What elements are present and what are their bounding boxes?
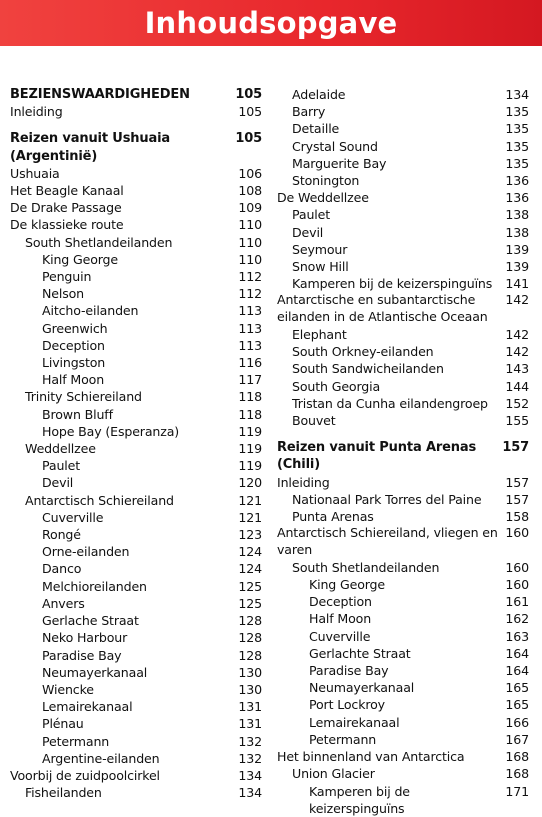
toc-entry [10, 750, 262, 767]
toc-entry-page: 119 [238, 423, 262, 439]
toc-entry-title: King George [309, 577, 385, 593]
toc-entry-title: Antarctisch Schiereiland [25, 492, 174, 508]
toc-entry [10, 543, 262, 560]
toc-entry-title: Paradise Bay [309, 663, 389, 679]
toc-entry-page: 118 [238, 406, 262, 422]
toc-entry-title: South Georgia [292, 378, 381, 394]
toc-entry [277, 439, 529, 473]
toc-entry-title: Nationaal Park Torres del Paine [292, 491, 482, 507]
toc-entry-title: Paulet [42, 458, 81, 474]
toc-entry-title: Brown Bluff [42, 406, 113, 422]
toc-entry [10, 457, 262, 474]
toc-entry-page: 160 [505, 559, 529, 575]
toc-entry-page: 128 [238, 613, 262, 629]
toc-entry [277, 275, 529, 292]
toc-entry-page: 106 [238, 165, 262, 181]
toc-entry-page: 110 [238, 217, 262, 233]
toc-entry-title: Devil [292, 224, 324, 240]
toc-entry-page: 157 [505, 491, 529, 507]
toc-entry-page: 117 [238, 372, 262, 388]
toc-entry-page: 121 [238, 509, 262, 525]
toc-entry [277, 120, 529, 137]
toc-entry [10, 612, 262, 629]
toc-entry [10, 767, 262, 784]
toc-entry [277, 326, 529, 343]
toc-entry [277, 645, 529, 662]
toc-entry [277, 206, 529, 223]
toc-entry-title: Plénau [42, 716, 84, 732]
toc-entry [277, 395, 529, 412]
toc-entry-title: Antarctisch Schiereiland, vliegen en varen [277, 525, 498, 558]
toc-entry-page: 113 [238, 303, 262, 319]
toc-entry-title: Stonington [292, 173, 360, 189]
toc-entry-title: Deception [309, 594, 372, 610]
toc-entry-title: Voorbij de zuidpoolcirkel [10, 767, 160, 783]
toc-entry-title: Cuverville [309, 628, 371, 644]
toc-entry-page: 139 [505, 259, 529, 275]
toc-entry-page: 124 [238, 544, 262, 560]
toc-column-right [277, 86, 529, 817]
toc-entry-title: Crystal Sound [292, 138, 378, 154]
toc-entry [10, 103, 262, 120]
toc-entry [10, 302, 262, 319]
toc-entry-page: 138 [505, 224, 529, 240]
toc-entry-title: Adelaide [292, 87, 346, 102]
toc-entry-title: Reizen vanuit Ushuaia (Argentinië) [10, 131, 171, 164]
toc-entry-title: Fisheilanden [25, 785, 102, 801]
toc-entry [10, 560, 262, 577]
toc-entry [277, 292, 529, 326]
toc-entry-page: 135 [505, 104, 529, 120]
toc-entry-title: Reizen vanuit Punta Arenas (Chili) [277, 440, 477, 473]
toc-entry-page: 160 [505, 577, 529, 593]
toc-entry [10, 285, 262, 302]
toc-entry-title: Kamperen bij de keizerspinguïns [292, 276, 493, 292]
toc-entry-title: Argentine-eilanden [42, 750, 160, 766]
toc-entry [10, 165, 262, 182]
toc-entry [10, 199, 262, 216]
toc-entry-page: 105 [238, 104, 262, 120]
toc-entry-page: 113 [238, 337, 262, 353]
toc-entry [277, 138, 529, 155]
toc-entry-title: Rongé [42, 527, 81, 543]
toc-entry-page: 135 [505, 138, 529, 154]
toc-entry-title: Paulet [292, 207, 331, 223]
toc-entry-page: 142 [505, 327, 529, 343]
toc-entry-title: Cuverville [42, 509, 104, 525]
toc-entry-page: 135 [505, 155, 529, 171]
toc-entry [277, 241, 529, 258]
toc-entry [10, 337, 262, 354]
toc-entry-title: Kamperen bij de keizerspinguïns [309, 783, 410, 816]
toc-entry [10, 526, 262, 543]
toc-entry [277, 525, 529, 559]
toc-entry-title: Port Lockroy [309, 697, 385, 713]
toc-entry [277, 172, 529, 189]
toc-entry-page: 136 [505, 173, 529, 189]
toc-entry-title: Danco [42, 561, 82, 577]
toc-entry-page: 134 [505, 87, 529, 102]
toc-entry-page: 163 [505, 628, 529, 644]
toc-entry-title: Anvers [42, 595, 85, 611]
toc-entry-page: 109 [238, 200, 262, 216]
toc-entry-title: Paradise Bay [42, 647, 122, 663]
toc-entry-page: 166 [505, 714, 529, 730]
toc-entry-title: Inleiding [277, 474, 330, 490]
toc-entry-page: 124 [238, 561, 262, 577]
toc-entry-page: 132 [238, 733, 262, 749]
toc-entry [10, 664, 262, 681]
toc-entry-page: 105 [235, 87, 262, 102]
toc-entry-page: 131 [238, 699, 262, 715]
toc-entry-title: Petermann [309, 731, 377, 747]
toc-entry-title: Melchioreilanden [42, 578, 147, 594]
toc-entry-page: 130 [238, 664, 262, 680]
toc-entry-page: 119 [238, 441, 262, 457]
toc-entry-title: Barry [292, 104, 326, 120]
toc-entry-page: 112 [238, 269, 262, 285]
toc-entry-title: Greenwich [42, 320, 108, 336]
toc-entry [277, 258, 529, 275]
toc-entry-page: 123 [238, 527, 262, 543]
toc-entry-page: 143 [505, 361, 529, 377]
toc-entry [10, 578, 262, 595]
toc-entry [10, 406, 262, 423]
toc-entry-page: 120 [238, 475, 262, 491]
toc-entry-page: 131 [238, 716, 262, 732]
toc-column-left [10, 86, 262, 801]
toc-entry [10, 268, 262, 285]
toc-entry-title: Gerlachte Straat [309, 645, 411, 661]
toc-entry [277, 714, 529, 731]
toc-entry-page: 158 [505, 509, 529, 525]
toc-entry-page: 141 [505, 276, 529, 292]
toc-entry-title: Snow Hill [292, 259, 349, 275]
toc-entry [10, 182, 262, 199]
toc-entry [10, 371, 262, 388]
toc-entry-title: King George [42, 251, 118, 267]
toc-entry [10, 388, 262, 405]
toc-entry-page: 144 [505, 378, 529, 394]
toc-entry-title: South Shetlandeilanden [25, 234, 173, 250]
toc-entry-page: 108 [238, 183, 262, 199]
toc-entry-title: Tristan da Cunha eilandengroep [292, 395, 488, 411]
toc-entry [277, 360, 529, 377]
toc-entry-title: Hope Bay (Esperanza) [42, 423, 180, 439]
toc-entry [10, 509, 262, 526]
toc-entry [10, 440, 262, 457]
toc-entry-title: Petermann [42, 733, 110, 749]
toc-entry-title: Livingston [42, 355, 106, 371]
toc-entry-title: South Sandwicheilanden [292, 361, 444, 377]
toc-entry-page: 168 [505, 749, 529, 765]
toc-entry-page: 128 [238, 630, 262, 646]
toc-entry [277, 765, 529, 782]
toc-entry-page: 134 [238, 785, 262, 801]
toc-entry-title: Antarctische en subantarctische eilanden in de Atlantische Oceaan [277, 292, 488, 325]
toc-entry [277, 412, 529, 429]
toc-entry-page: 157 [502, 440, 529, 456]
toc-entry [277, 508, 529, 525]
toc-entry-title: Neumayerkanaal [309, 680, 415, 696]
toc-entry-title: De klassieke route [10, 217, 124, 233]
toc-entry-page: 162 [505, 611, 529, 627]
toc-entry-title: Devil [42, 475, 74, 491]
toc-entry-title: Het Beagle Kanaal [10, 183, 124, 199]
toc-entry-title: South Orkney-eilanden [292, 344, 434, 360]
toc-entry-page: 130 [238, 681, 262, 697]
toc-entry-title: Marguerite Bay [292, 155, 387, 171]
toc-entry-page: 105 [235, 131, 262, 147]
toc-entry-page: 138 [505, 207, 529, 223]
toc-entry-title: Elephant [292, 327, 347, 343]
toc-entry-title: Half Moon [309, 611, 372, 627]
toc-entry-title: Neumayerkanaal [42, 664, 148, 680]
toc-entry [277, 628, 529, 645]
toc-entry [10, 354, 262, 371]
toc-entry [10, 130, 262, 164]
toc-entry-page: 116 [238, 355, 262, 371]
toc-entry-title: Wiencke [42, 681, 94, 697]
toc-entry-page: 142 [505, 292, 529, 308]
toc-entry-page: 167 [505, 731, 529, 747]
toc-entry [277, 662, 529, 679]
toc-entry [277, 224, 529, 241]
toc-entry-page: 165 [505, 680, 529, 696]
toc-entry-page: 142 [505, 344, 529, 360]
toc-entry-title: Het binnenland van Antarctica [277, 749, 465, 765]
toc-entry-title: Bouvet [292, 413, 336, 429]
toc-entry-page: 164 [505, 645, 529, 661]
toc-entry-page: 152 [505, 395, 529, 411]
toc-entry-page: 165 [505, 697, 529, 713]
toc-entry-title: Trinity Schiereiland [25, 389, 142, 405]
toc-entry-page: 161 [505, 594, 529, 610]
toc-entry [10, 216, 262, 233]
toc-entry-page: 164 [505, 663, 529, 679]
toc-entry [277, 189, 529, 206]
toc-entry [277, 679, 529, 696]
toc-entry-page: 135 [505, 121, 529, 137]
toc-entry-title: Weddellzee [25, 441, 96, 457]
page-title: Inhoudsopgave [144, 6, 398, 40]
toc-entry [10, 492, 262, 509]
toc-entry-title: De Weddellzee [277, 190, 369, 206]
toc-entry [277, 559, 529, 576]
toc-entry-page: 155 [505, 413, 529, 429]
toc-entry-page: 125 [238, 578, 262, 594]
toc-entry [277, 491, 529, 508]
toc-entry [10, 595, 262, 612]
toc-entry-page: 160 [505, 525, 529, 541]
toc-entry [277, 576, 529, 593]
toc-entry [10, 251, 262, 268]
toc-entry-title: Lemairekanaal [42, 699, 133, 715]
toc-entry-page: 139 [505, 241, 529, 257]
toc-entry-page: 132 [238, 750, 262, 766]
toc-entry [277, 748, 529, 765]
toc-entry [10, 629, 262, 646]
toc-entry [10, 474, 262, 491]
toc-entry-title: Union Glacier [292, 766, 375, 782]
toc-entry-title: Seymour [292, 241, 348, 257]
toc-entry-page: 119 [238, 458, 262, 474]
toc-entry-title: Half Moon [42, 372, 105, 388]
toc-entry-page: 136 [505, 190, 529, 206]
toc-entry-title: Nelson [42, 286, 85, 302]
toc-entry [10, 423, 262, 440]
toc-entry [277, 696, 529, 713]
toc-entry [10, 784, 262, 801]
toc-entry-title: Gerlache Straat [42, 613, 139, 629]
toc-entry-page: 125 [238, 595, 262, 611]
toc-entry-title: Inleiding [10, 104, 63, 120]
toc-entry-title: South Shetlandeilanden [292, 559, 440, 575]
toc-entry-title: Lemairekanaal [309, 714, 400, 730]
toc-entry [10, 647, 262, 664]
toc-entry-page: 118 [238, 389, 262, 405]
toc-entry [10, 715, 262, 732]
toc-entry-page: 110 [238, 251, 262, 267]
toc-entry [10, 86, 262, 103]
title-banner [0, 0, 542, 46]
toc-entry [277, 103, 529, 120]
toc-entry-title: Penguin [42, 269, 92, 285]
toc-entry [277, 378, 529, 395]
toc-entry-page: 171 [505, 783, 529, 799]
toc-entry [277, 86, 529, 103]
toc-entry-title: Orne-eilanden [42, 544, 130, 560]
toc-entry-title: Deception [42, 337, 105, 353]
toc-entry [277, 593, 529, 610]
toc-entry-title: Aitcho-eilanden [42, 303, 139, 319]
toc-entry-page: 134 [238, 767, 262, 783]
toc-entry [10, 681, 262, 698]
toc-entry [277, 155, 529, 172]
toc-entry [10, 733, 262, 750]
toc-entry-page: 128 [238, 647, 262, 663]
toc-entry-title: BEZIENSWAARDIGHEDEN [10, 87, 190, 102]
toc-entry-page: 112 [238, 286, 262, 302]
toc-entry-title: Neko Harbour [42, 630, 128, 646]
toc-entry-title: Ushuaia [10, 165, 60, 181]
toc-entry-title: De Drake Passage [10, 200, 122, 216]
toc-entry-page: 157 [505, 474, 529, 490]
toc-entry [10, 698, 262, 715]
toc-entry [277, 474, 529, 491]
toc-entry [277, 343, 529, 360]
toc-entry [277, 610, 529, 627]
toc-entry [10, 320, 262, 337]
toc-entry [277, 731, 529, 748]
toc-entry [10, 234, 262, 251]
toc-entry-page: 110 [238, 234, 262, 250]
toc-entry-title: Detaille [292, 121, 340, 137]
toc-entry-title: Punta Arenas [292, 509, 374, 525]
toc-entry-page: 113 [238, 320, 262, 336]
toc-entry-page: 168 [505, 766, 529, 782]
toc-entry-page: 121 [238, 492, 262, 508]
